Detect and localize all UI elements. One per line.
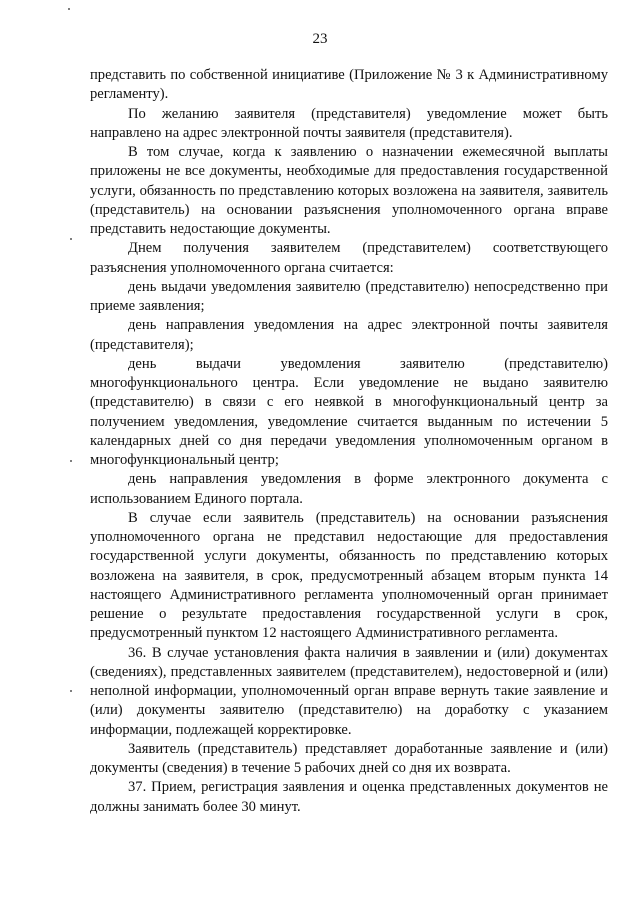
paragraph: По желанию заявителя (представителя) уведомление может быть направлено на адрес электронной почты заявителя (представителя). bbox=[90, 105, 608, 141]
paragraph: В том случае, когда к заявлению о назначении ежемесячной выплаты приложены не все документы, необходимые для предоставления государственной услуги, обязанность по представлению которых возложена на заявителя, заявитель (представитель) на основании разъяснения уполномоченного органа вправе представить недостающие документы. bbox=[90, 144, 608, 237]
paragraph: Заявитель (представитель) представляет доработанные заявление и (или) документы (сведения) в течение 5 рабочих дней со дня их возврата. bbox=[90, 740, 608, 776]
paragraph: день направления уведомления на адрес электронной почты заявителя (представителя); bbox=[90, 317, 608, 353]
paragraph: 36. В случае установления факта наличия в заявлении и (или) документах (сведениях), представленных заявителем (представителем), недостоверной и (или) неполной информации, уполномоченный орган вправе вернуть такие заявление и (или) документы заявителю (представителю) на доработку с указанием информации, подлежащей корректировке. bbox=[90, 644, 608, 738]
paragraph: Днем получения заявителем (представителем) соответствующего разъяснения уполномоченного органа считается: bbox=[90, 240, 608, 276]
paragraph: представить по собственной инициативе (Приложение № 3 к Административному регламенту). bbox=[90, 67, 608, 103]
paragraph: 37. Прием, регистрация заявления и оценка представленных документов не должны занимать более 30 минут. bbox=[90, 779, 608, 815]
scan-speck bbox=[70, 690, 72, 692]
paragraph: день направления уведомления в форме электронного документа с использованием Единого портала. bbox=[90, 471, 608, 507]
page-number: 23 bbox=[312, 31, 328, 47]
document-body bbox=[90, 66, 608, 817]
scan-speck bbox=[70, 238, 72, 240]
paragraph: день выдачи уведомления заявителю (представителю) многофункционального центра. Если уведомление не выдано заявителю (представителю) в связи с его неявкой в многофункциональный центр за получением уведомления, уведомление считается выданным по истечении 5 календарных дней со дня передачи уведомления уполномоченным органом в многофункциональный центр; bbox=[90, 355, 608, 468]
paragraph: день выдачи уведомления заявителю (представителю) непосредственно при приеме заявления; bbox=[90, 278, 608, 314]
scan-speck bbox=[70, 460, 72, 462]
paragraph: В случае если заявитель (представитель) на основании разъяснения уполномоченного органа не представил недостающие для предоставления государственной услуги документы, обязанность по представлению которых возложена на заявителя, в срок, предусмотренный абзацем вторым пункта 14 настоящего Административного регламента уполномоченный орган принимает решение о результате предоставления государственной услуги в срок, предусмотренный пунктом 12 настоящего Административного регламента. bbox=[90, 509, 608, 642]
scan-speck bbox=[68, 8, 70, 10]
